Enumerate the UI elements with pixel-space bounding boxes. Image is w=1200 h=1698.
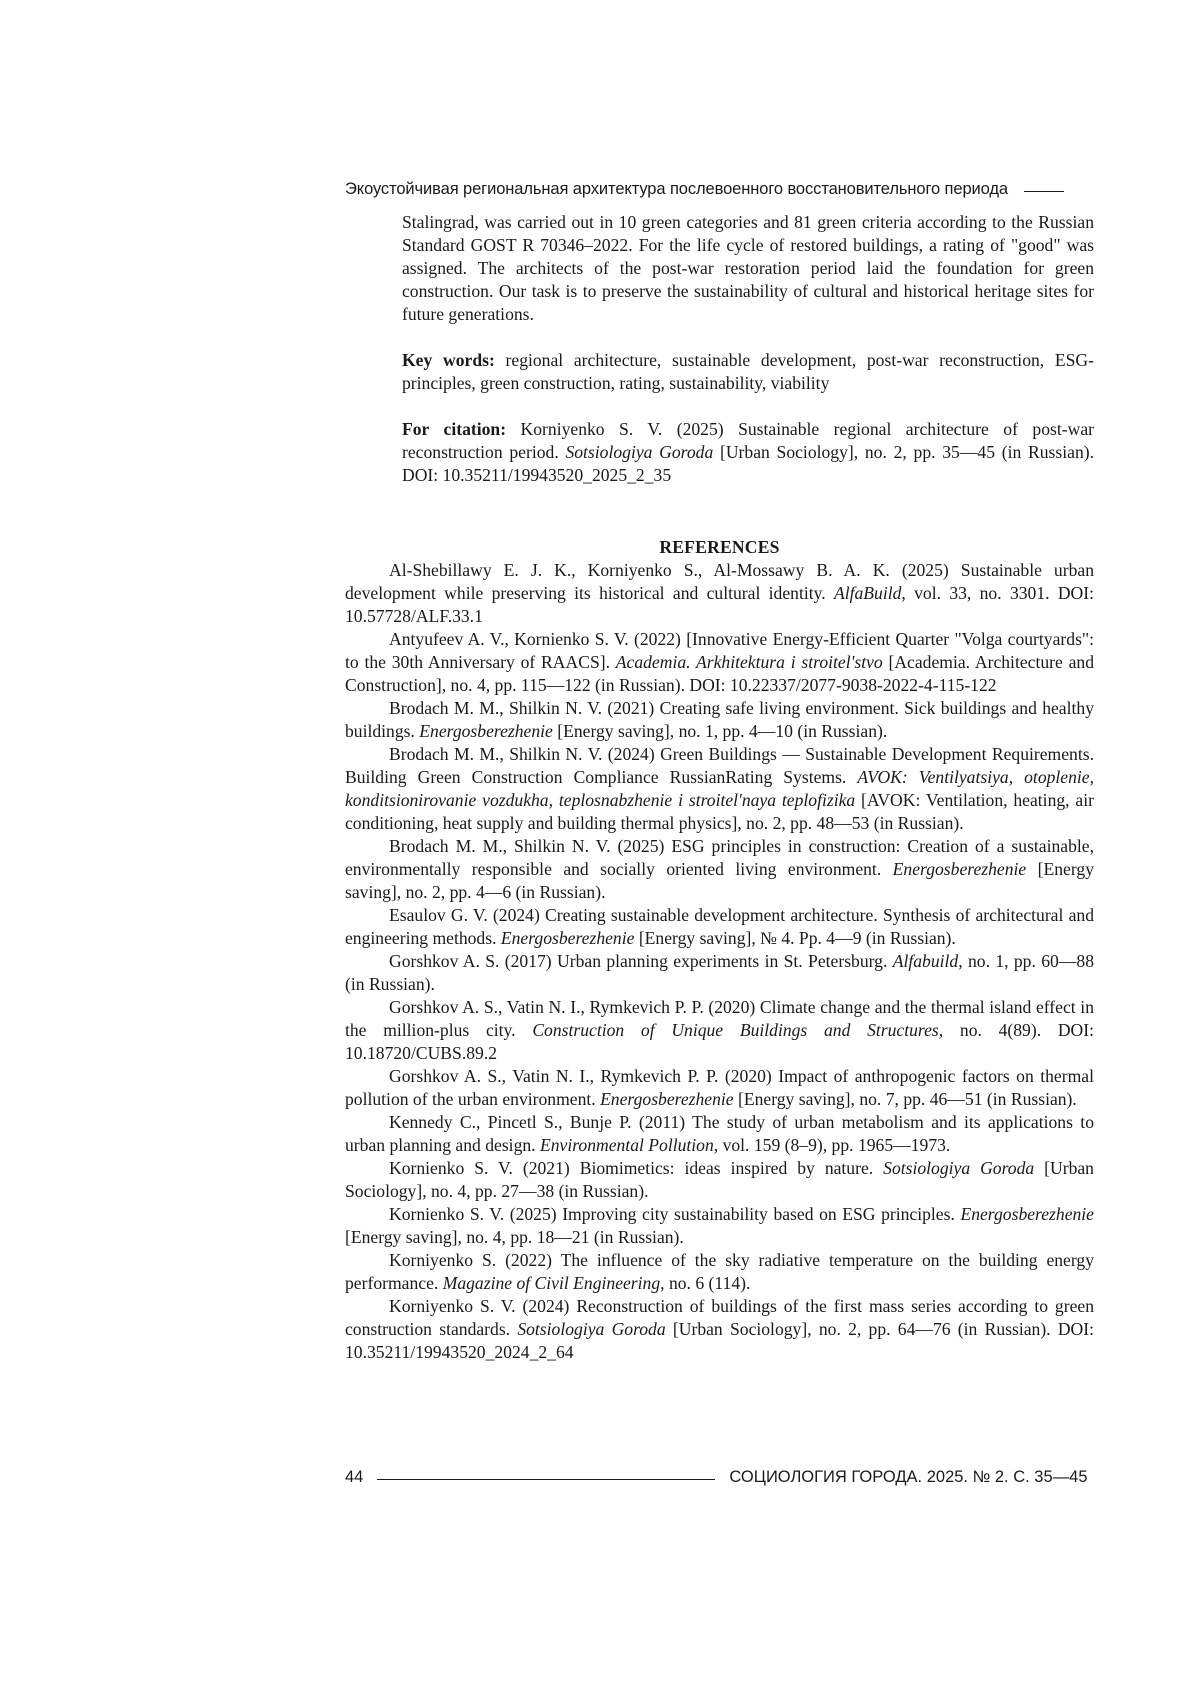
reference-item — [345, 1111, 1094, 1157]
reference-item — [345, 697, 1094, 743]
reference-journal: Magazine of Civil Engineering, — [442, 1273, 665, 1293]
reference-text: [Energy saving], no. 4, pp. 18—21 (in Russian). — [345, 1227, 684, 1247]
running-footer — [345, 1466, 1095, 1488]
reference-item — [345, 996, 1094, 1065]
reference-item — [345, 835, 1094, 904]
reference-item — [345, 628, 1094, 697]
reference-text: [Energy saving], no. 7, pp. 46—51 (in Russian). — [733, 1089, 1077, 1109]
reference-text: , no. 4(89). DOI: 10.18720/CUBS.89.2 — [345, 1020, 1094, 1063]
reference-text: Gorshkov A. S. (2017) Urban planning experiments in St. Petersburg. — [389, 951, 893, 971]
reference-text: no. 6 (114). — [664, 1273, 751, 1293]
reference-journal: Alfabuild, — [892, 951, 963, 971]
keywords-label: Key words: — [402, 350, 495, 370]
reference-journal: Sotsiologiya Goroda — [517, 1319, 666, 1339]
citation-post: [Urban Sociology], no. 2, pp. 35—45 (in Russian). DOI: 10.35211/19943520_2025_2_35 — [402, 442, 1094, 485]
reference-text: [Urban Sociology], no. 4, pp. 27—38 (in Russian). — [345, 1158, 1094, 1201]
reference-text: no. 1, pp. 60—88 (in Russian). — [345, 951, 1094, 994]
page-number: 44 — [345, 1468, 364, 1486]
reference-text: [Energy saving], no. 2, pp. 4—6 (in Russian). — [345, 859, 1095, 902]
reference-text: , vol. 159 (8–9), pp. 1965—1973. — [713, 1135, 951, 1155]
reference-text: Gorshkov A. S., Vatin N. I., Rymkevich P. P. (2020) Impact of anthropogenic factors on thermal pollution of the urban environment. — [345, 1066, 1094, 1109]
reference-journal: AVOK: Ventilyatsiya, otoplenie, konditsionirovanie vozdukha, teplosnabzhenie i stroitel'naya teplofizika — [345, 767, 1095, 810]
reference-text: Kennedy C., Pincetl S., Bunje P. (2011) The study of urban metabolism and its applications to urban planning and design. — [345, 1112, 1094, 1155]
reference-text: [Academia. Architecture and Construction], no. 4, pp. 115—122 (in Russian). DOI: 10.22337/2077-9038-2022-4-115-122 — [345, 652, 1094, 695]
reference-item — [345, 1157, 1094, 1203]
journal-info: СОЦИОЛОГИЯ ГОРОДА. 2025. № 2. С. 35—45 — [729, 1468, 1088, 1486]
reference-text: [AVOK: Ventilation, heating, air conditioning, heat supply and building thermal physics], no. 2, pp. 48—53 (in Russian). — [345, 790, 1094, 833]
reference-text: Gorshkov A. S., Vatin N. I., Rymkevich P. P. (2020) Climate change and the thermal island effect in the million-plus city. — [345, 997, 1094, 1040]
reference-journal: Energosberezhenie — [892, 859, 1027, 879]
reference-item — [345, 559, 1094, 628]
citation-pre: Korniyenko S. V. (2025) Sustainable regional architecture of post-war reconstruction period. — [402, 419, 1094, 462]
reference-text: Brodach M. M., Shilkin N. V. (2024) Green Buildings — Sustainable Development Requirements. Building Green Construction Compliance RussianRating Systems. — [345, 744, 1094, 787]
reference-journal: Environmental Pollution — [539, 1135, 714, 1155]
references-list — [345, 559, 1094, 1364]
abstract-block — [402, 211, 1094, 487]
footer-rule — [377, 1479, 715, 1480]
reference-item — [345, 1295, 1094, 1364]
reference-text: Brodach M. M., Shilkin N. V. (2025) ESG principles in construction: Creation of a sustainable, environmentally responsible and socially oriented living environment. — [345, 836, 1094, 879]
reference-journal: Academia. Arkhitektura i stroitel'stvo — [615, 652, 883, 672]
citation-journal: Sotsiologiya Goroda — [565, 442, 714, 462]
reference-item — [345, 743, 1094, 835]
reference-journal: Energosberezhenie — [600, 1089, 734, 1109]
reference-text: Esaulov G. V. (2024) Creating sustainable development architecture. Synthesis of architectural and engineering methods. — [345, 905, 1094, 948]
reference-text: , vol. 33, no. 3301. DOI: 10.57728/ALF.33.1 — [345, 583, 1095, 626]
reference-journal: Energosberezhenie — [500, 928, 635, 948]
reference-text: Kornienko S. V. (2025) Improving city sustainability based on ESG principles. — [389, 1204, 961, 1224]
reference-item — [345, 904, 1094, 950]
reference-item — [345, 1249, 1094, 1295]
reference-item — [345, 950, 1094, 996]
citation-paragraph — [402, 418, 1094, 487]
citation-label: For citation: — [402, 419, 507, 439]
reference-journal: Construction of Unique Buildings and Structures — [532, 1020, 939, 1040]
references-section — [345, 536, 1094, 1364]
reference-text: [Urban Sociology], no. 2, pp. 64—76 (in Russian). DOI: 10.35211/19943520_2024_2_64 — [345, 1319, 1094, 1362]
reference-text: Kornienko S. V. (2021) Biomimetics: ideas inspired by nature. — [389, 1158, 884, 1178]
reference-text: Korniyenko S. V. (2024) Reconstruction of buildings of the first mass series according to green construction standards. — [345, 1296, 1094, 1339]
references-heading: REFERENCES — [659, 537, 780, 557]
reference-journal: Energosberezhenie — [960, 1204, 1094, 1224]
keywords-paragraph — [402, 349, 1094, 395]
abstract-continuation: Stalingrad, was carried out in 10 green categories and 81 green criteria according to the Russian Standard GOST R 70346–2022. For the life cycle of restored buildings, a rating of "good" was assigned. The architects of the post-war restoration period laid the foundation for green construction. Our task is to preserve the sustainability of cultural and historical heritage sites for future generations. — [402, 212, 1094, 324]
header-rule — [1024, 191, 1064, 192]
running-title: Экоустойчивая региональная архитектура послевоенного восстановительного периода — [345, 180, 1008, 198]
reference-text: Antyufeev A. V., Kornienko S. V. (2022) [Innovative Energy-Efficient Quarter "Volga courtyards": to the 30th Anniversary of RAACS]. — [345, 629, 1094, 672]
reference-text: [Energy saving], no. 1, pp. 4—10 (in Russian). — [552, 721, 888, 741]
running-header — [345, 178, 1085, 200]
reference-text: Brodach M. M., Shilkin N. V. (2021) Creating safe living environment. Sick buildings and healthy buildings. — [345, 698, 1094, 741]
reference-item — [345, 1065, 1094, 1111]
reference-journal: AlfaBuild — [833, 583, 902, 603]
reference-text: Al-Shebillawy E. J. K., Korniyenko S., Al-Mossawy B. A. K. (2025) Sustainable urban development while preserving its historical and cultural identity. — [345, 560, 1094, 603]
reference-text: Korniyenko S. (2022) The influence of the sky radiative temperature on the building energy performance. — [345, 1250, 1094, 1293]
keywords-text: regional architecture, sustainable development, post-war reconstruction, ESG-principles, green construction, rating, sustainability, viability — [402, 350, 1094, 393]
reference-journal: Sotsiologiya Goroda — [883, 1158, 1035, 1178]
reference-item — [345, 1203, 1094, 1249]
reference-journal: Energosberezhenie — [419, 721, 553, 741]
reference-text: [Energy saving], № 4. Pp. 4—9 (in Russian). — [634, 928, 956, 948]
